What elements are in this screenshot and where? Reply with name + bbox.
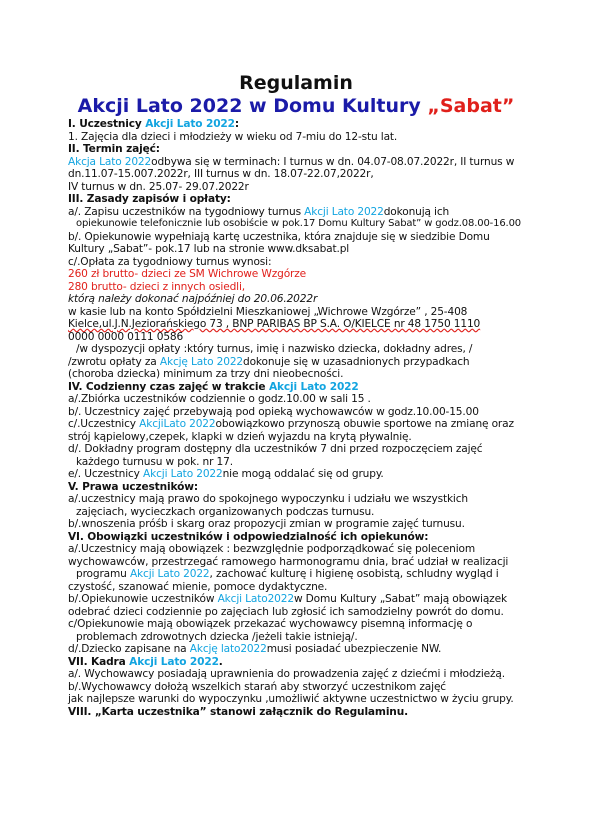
section-2-heading: II. Termin zajęć: — [68, 143, 160, 155]
section-3-line: c/.Opłata za tygodniowy turnus wynosi: — [68, 255, 272, 268]
section-3-heading: III. Zasady zapisów i opłaty: — [68, 193, 231, 205]
section-3-line: Kultury „Sabat”- pok.17 lub na stronie www.dksabat.pl — [68, 243, 350, 255]
payment-deadline: którą należy dokonać najpóźniej do 20.06.2022r — [68, 293, 318, 305]
bank-account-number: 0000 0000 0111 0586 — [68, 330, 184, 343]
section-3-line: /zwrotu opłaty za Akcję Lato 2022dokonuje się w uzasadnionych przypadkach — [68, 355, 470, 368]
document-title: Regulamin — [239, 72, 353, 94]
section-6-line: czystość, szanować mienie, pomoce dydaktyczne. — [68, 580, 328, 593]
section-6-line: odebrać dzieci codziennie po zajęciach lub zgłosić ich samodzielny powrót do domu. — [68, 605, 504, 618]
section-6-heading: VI. Obowiązki uczestników i odpowiedzialność ich opiekunów: — [68, 530, 429, 543]
section-6-line: problemach zdrowotnych dziecka /jeżeli takie istnieją/. — [76, 630, 358, 643]
section-6-line: programu Akcji Lato 2022, zachować kulturę i higienę osobistą, schludny wygląd i — [76, 568, 499, 580]
section-4-line: c/.Uczestnicy AkcjiLato 2022obowiązkowo przynoszą obuwie sportowe na zmianę oraz — [68, 418, 514, 430]
section-4-line: strój kąpielowy,czepek, klapki w dzień wyjazdu na krytą pływalnię. — [68, 430, 412, 443]
section-5-line: zajęciach, wycieczkach organizowanych podczas turnusu. — [76, 505, 375, 518]
section-4-line: a/.Zbiórka uczestników codziennie o godz.10.00 w sali 15 . — [68, 393, 371, 405]
section-2-line: IV turnus w dn. 25.07- 29.07.2022r — [68, 180, 249, 193]
section-4-heading: IV. Codzienny czas zajęć w trakcie Akcji Lato 2022 — [68, 380, 359, 393]
section-3-line: a/. Zapisu uczestników na tygodniowy turnus Akcji Lato 2022dokonują ich — [68, 205, 450, 218]
section-8-heading: VIII. „Karta uczestnika” stanowi załącznik do Regulaminu. — [68, 705, 408, 718]
section-4-line: d/. Dokładny program dostępny dla uczestników 7 dni przed rozpoczęciem zajęć — [68, 443, 483, 455]
bank-account: Kielce,ul.J.N.Jeziorańskiego 73 , BNP PARIBAS BP S.A. O/KIELCE nr 48 1750 1110 — [68, 318, 481, 330]
subtitle-text: Akcji Lato 2022 w Domu Kultury — [77, 95, 428, 117]
section-7-heading: VII. Kadra Akcji Lato 2022. — [68, 655, 223, 668]
section-3-line: (choroba dziecka) minimum za trzy dni nieobecności. — [68, 368, 344, 380]
section-7-line: a/. Wychowawcy posiadają uprawnienia do prowadzenia zajęć z dziećmi i młodzieżą. — [68, 668, 505, 680]
section-3-line: b/. Opiekunowie wypełniają kartę uczestnika, która znajduje się w siedzibie Domu — [68, 230, 490, 243]
section-6-line: a/.Uczestnicy mają obowiązek : bezwzględnie podporządkować się poleceniom — [68, 543, 475, 555]
section-3-line: w kasie lub na konto Spółdzielni Mieszkaniowej „Wichrowe Wzgórze” , 25-408 — [68, 305, 468, 318]
regulations-body — [68, 118, 580, 718]
subtitle-name: „Sabat” — [427, 95, 515, 117]
price-local: 260 zł brutto- dzieci ze SM Wichrowe Wzgórze — [68, 268, 307, 280]
section-5-line: a/.uczestnicy mają prawo do spokojnego wypoczynku i udziału we wszystkich — [68, 493, 468, 505]
section-1-heading: I. Uczestnicy Akcji Lato 2022: — [68, 118, 239, 130]
section-4-line: b/. Uczestnicy zajęć przebywają pod opieką wychowawców w godz.10.00-15.00 — [68, 405, 479, 418]
price-other: 280 brutto- dzieci z innych osiedli, — [68, 280, 245, 293]
section-6-line: c/Opiekunowie mają obowiązek przekazać wychowawcy pisemną informację o — [68, 618, 473, 630]
section-2-line: Akcja Lato 2022odbywa się w terminach: I turnus w dn. 04.07-08.07.2022r, II turnus w — [68, 155, 515, 168]
section-4-line: e/. Uczestnicy Akcji Lato 2022nie mogą oddalać się od grupy. — [68, 468, 384, 480]
section-5-line: b/.wnoszenia próśb i skarg oraz propozycji zmian w programie zajęć turnusu. — [68, 518, 465, 530]
section-7-line: jak najlepsze warunki do wypoczynku ,umożliwić aktywne uczestnictwo w życiu grupy. — [68, 693, 514, 705]
section-6-line: d/.Dziecko zapisane na Akcję lato2022musi posiadać ubezpieczenie NW. — [68, 643, 442, 655]
document-subtitle — [0, 95, 592, 117]
section-7-line: b/.Wychowawcy dołożą wszelkich starań aby stworzyć uczestnikom zajęć — [68, 680, 446, 693]
section-6-line: wychowawców, przestrzegać ramowego harmonogramu dnia, brać udział w realizacji — [68, 555, 509, 568]
section-3-line: /w dyspozycji opłaty :który turnus, imię i nazwisko dziecka, dokładny adres, / — [76, 343, 473, 355]
section-4-line: każdego turnusu w pok. nr 17. — [76, 455, 233, 468]
section-3-line: opiekunowie telefonicznie lub osobiście w pok.17 Domu Kultury Sabat” w godz.08.00-16.00 — [76, 218, 522, 229]
section-2-line: dn.11.07-15.007.2022r, III turnus w dn. 18.07-22.07,2022r, — [68, 168, 374, 180]
section-6-line: b/.Opiekunowie uczestników Akcji Lato2022w Domu Kultury „Sabat” mają obowiązek — [68, 593, 507, 605]
section-5-heading: V. Prawa uczestników: — [68, 480, 198, 493]
section-1-line: 1. Zajęcia dla dzieci i młodzieży w wieku od 7-miu do 12-stu lat. — [68, 130, 398, 143]
